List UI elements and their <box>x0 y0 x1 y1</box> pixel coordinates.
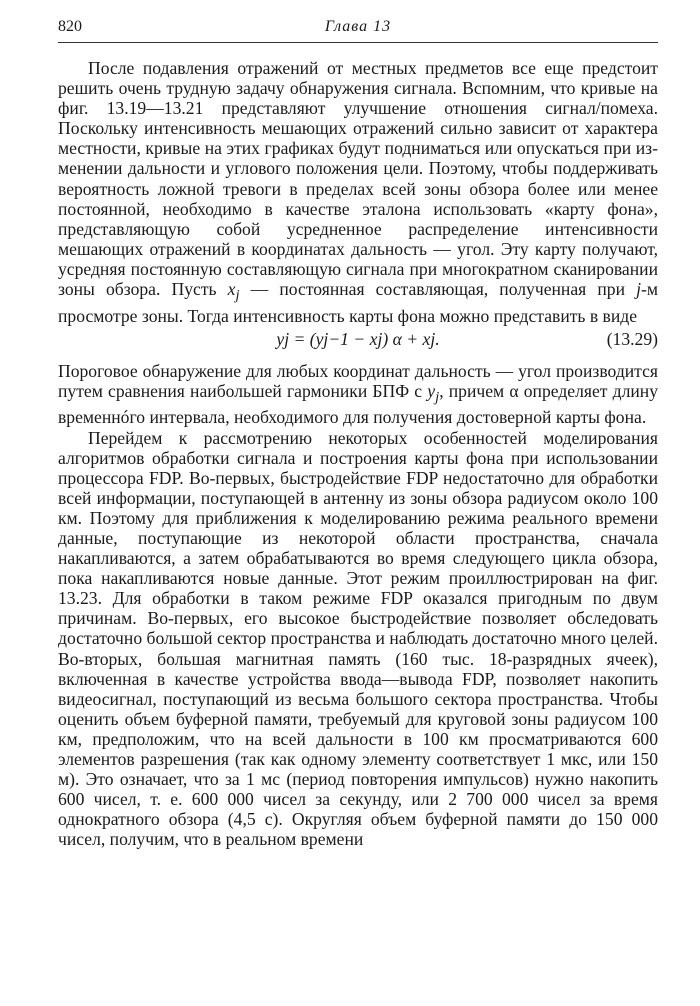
variable-x: $x_j$ <box>227 279 240 304</box>
chapter-running-title: Глава 13 <box>324 18 392 35</box>
variable-y: $y_j$ <box>427 380 440 406</box>
equation-number: (13.29) <box>606 328 658 349</box>
page-number: 820 <box>58 18 82 35</box>
equation-formula: yj = (yj−1 − xj) α + xj. <box>276 328 440 349</box>
paragraph-threshold-detection: Пороговое обнаружение для любых координат дальность — угол производится путем сравнения наибольшей гармоники БПФ с $y_j$, причем α определяет длину временнóго интервала, необходимого для получения достоверной карты фона. <box>58 360 658 428</box>
paragraph-fdp-modeling: Перейдем к рассмотрению некоторых особенностей моделирования алгоритмов обработки сигнала и построения карты фона при использовании процессора FDP. Во-первых, быстродействие FDP недостаточно для обработки всей информации, поступающей в антенну из зоны обзора радиусом около 100 км. Поэтому для приближения к моделированию режима реального времени данные, поступающие из некоторой области пространства, сначала накапливаются, а затем обрабатываются во время следующего цикла обзора, пока накапливаются новые данные. Этот режим проиллюстрирован на фиг. 13.23. Для обработки в таком режиме FDP оказался пригодным по двум причинам. Во-первых, его высокое быстродействие позволяет обследовать достаточно большой сектор пространства и наблюдать достаточно много целей. Во-вторых, большая магнитная память (160 тыс. 18-разрядных ячеек), включенная в качестве устройства ввода—вывода FDP, позволяет накопить видеосигнал, поступающий из весьма большого сектора пространства. Чтобы оценить объем буферной памяти, требуемый для круговой зоны радиусом 100 км, предположим, что на всей дальности в 100 км просматриваются 600 элементов разрешения (так как одному элементу соответствует 1 мкс, или 150 м). Это означает, что за 1 мс (период повторения импульсов) нужно накопить 600 чисел, т. е. 600 000 чисел за секунду, или 2 700 000 чисел за время однократного обзора (4,5 с). Округляя объем буферной памяти до 150 000 чисел, получим, что в реальном времени <box>58 427 658 850</box>
paragraph-background-map: После подавления отражений от местных предметов все еще предстоит решить очень трудную задачу обнаружения сигнала. Вспомним, что кривые на фиг. 13.19—13.21 представляют улучшение отношения сигнал/помеха. Поскольку интенсивность мешающих отражений сильно зависит от характера местности, кривые на этих графиках будут подниматься или опускаться при изменении дальности и углового положения цели. Поэтому, чтобы поддерживать вероятность ложной тревоги в пределах всей зоны обзора более или менее постоянной, необходимо в качестве эталона использовать «карту фона», представляющую собой усредненное распределение интенсивности мешающих отражений в координатах дальность — угол. Эту карту получают, усредняя постоянную составляющую сигнала при многократном сканировании зоны обзора. Пусть $x_j$ — постоянная составляющая, полученная при j-м просмотре зоны. Тогда интенсивность карты фона можно представить в виде <box>58 58 658 326</box>
body-text <box>58 58 658 850</box>
variable-j: j <box>636 279 641 300</box>
equation-13-29 <box>58 329 658 355</box>
page-header <box>58 18 658 43</box>
